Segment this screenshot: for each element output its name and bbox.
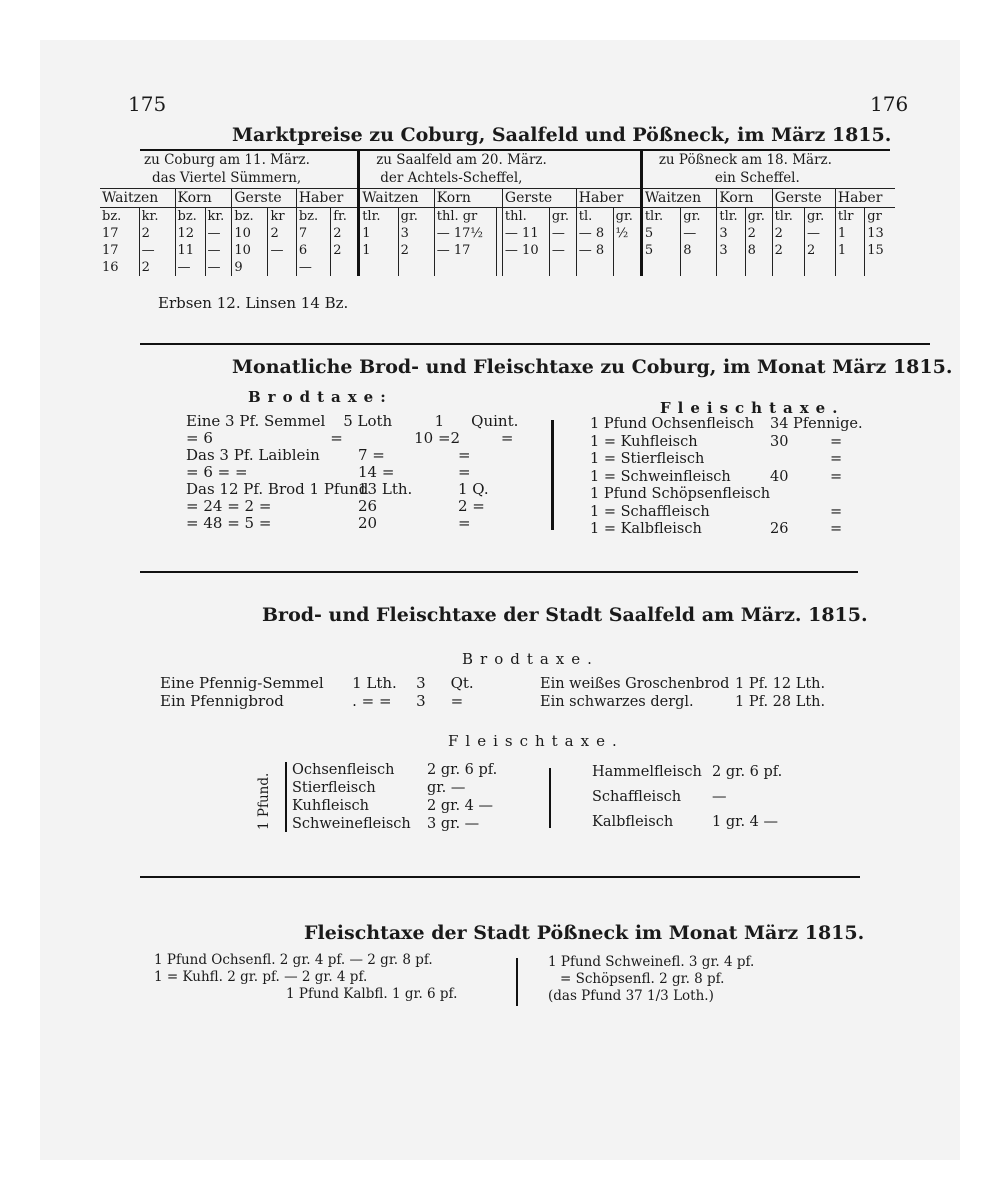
market-cell: 1 [359,242,398,259]
coburg-brod-row-cell: Quint. [471,412,519,430]
coburg-brod-row [186,429,526,446]
market-cell: 3 [717,225,745,242]
poessneck-right-line: (das Pfund 37 1/3 Loth.) [548,988,714,1004]
saalfeld-tax-title: Brod- und Fleischtaxe der Stadt Saalfeld am März. 1815. [262,604,868,626]
saalfeld-divider [549,768,551,828]
location-saalfeld: zu Saalfeld am 20. März. der Achtels-Scheffel, [359,150,642,189]
coburg-brod-row-cell: Das 12 Pf. Brod 1 Pfund [186,480,369,498]
market-cell: — [296,259,330,276]
market-cell [804,259,835,276]
market-cell: 2 [804,242,835,259]
saalfeld-fleisch-row-cell: 2 gr. 6 pf. [712,764,783,780]
coburg-brod-row-cell: Das 3 Pf. Laiblein [186,446,320,464]
saalfeld-brod-row-cell: 1 Pf. 28 Lth. [735,694,826,710]
coburg-brod-row-cell: = [500,429,514,447]
market-cell [745,259,772,276]
coburg-brod-row-cell: 26 [358,497,378,515]
saalfeld-fleisch-row [292,816,522,834]
saalfeld-fleisch-heading: Fleischtaxe. [448,732,624,750]
market-cell: 5 [641,242,680,259]
saalfeld-brod-row-cell: Ein weißes Groschenbrod [540,676,730,692]
coburg-fleisch-row [590,504,870,522]
market-cell: 2 [772,225,804,242]
coburg-fleisch-row-cell: 1 = Schaffleisch [590,503,710,520]
market-cell [398,259,434,276]
coburg-brod-row-cell: Eine 3 Pf. Semmel [186,412,326,430]
coburg-brod-row [186,480,526,497]
coburg-fleisch-row-cell [770,451,830,469]
rule-2 [140,571,858,573]
coburg-fleisch-row-cell: 30 [770,433,789,450]
market-cell: 2 [139,225,175,242]
market-cell: 13 [867,226,884,241]
market-cell: — 17½ [434,225,496,242]
market-cell: — [681,225,717,242]
market-cell: 17 [100,242,139,259]
coburg-fleisch-row-cell: 34 Pfennige. [770,416,863,432]
market-cell: 8 [745,242,772,259]
coburg-fleisch-row-cell: 1 Pfund Ochsenfleisch [590,416,755,432]
coburg-fleisch-row-cell: = [830,451,843,467]
coburg-brod-list [186,412,526,531]
poessneck-right-line: = Schöpsenfl. 2 gr. 8 pf. [560,971,725,987]
coburg-fleisch-row [590,486,870,504]
saalfeld-fleisch-row [592,814,822,839]
coburg-brod-row-cell: = 6 = = [186,463,248,481]
saalfeld-fleisch-row [292,762,522,780]
market-cell [268,259,296,276]
saalfeld-brod-heading: Brodtaxe. [462,650,599,668]
market-cell: 7 [296,225,330,242]
grain-header-row: Waitzen Korn Gerste Haber Waitzen Korn Gerste Haber Waitzen Korn Gerste Haber [100,189,895,208]
market-cell: — [549,242,576,259]
saalfeld-brod-right [540,676,860,712]
poessneck-left-line: 1 = Kuhfl. 2 gr. pf. — 2 gr. 4 pf. [154,969,368,985]
unit-header-row: bz. kr. bz. kr. bz. kr bz. fr. tlr. gr. thl. gr thl. gr. tl. gr. tlr. gr. tlr. gr. tlr. gr. tlr gr [102,209,882,224]
market-cell [835,259,864,276]
market-cell: 10 [232,225,268,242]
poessneck-right [548,954,848,1005]
market-cell: 2 [772,242,804,259]
coburg-divider [551,420,554,530]
coburg-fleisch-row-cell: 1 = Kuhfleisch [590,433,698,450]
saalfeld-brod-row-cell: Eine Pfennig-Semmel [160,674,324,692]
coburg-fleisch-row-cell [770,504,830,522]
market-title: Marktpreise zu Coburg, Saalfeld und Pößneck, im März 1815. [232,124,892,146]
market-cell: 15 [867,243,884,258]
coburg-brod-row [186,514,526,531]
poessneck-right-line: 1 Pfund Schweinefl. 3 gr. 4 pf. [548,954,755,970]
market-cell [613,259,641,276]
market-cell: 8 [681,242,717,259]
coburg-brod-row-cell: 13 Lth. [358,480,413,498]
market-cell [681,259,717,276]
market-cell: 3 [398,225,434,242]
market-cell: 6 [296,242,330,259]
market-cell: — 11 [502,225,549,242]
coburg-brod-row-cell: 20 [358,514,378,532]
coburg-fleisch-row [590,451,870,469]
coburg-brod-row-cell: 2 = [458,497,485,515]
page-number-right: 176 [870,92,909,116]
saalfeld-fleisch-row-cell: gr. — [427,780,466,796]
market-cell: 9 [232,259,268,276]
coburg-fleisch-row-cell: 1 = Schweinfleisch [590,468,731,485]
coburg-fleisch-heading: Fleischtaxe. [660,399,845,417]
coburg-fleisch-row [590,469,870,487]
coburg-brod-row-cell: = [330,429,343,447]
saalfeld-fleisch-row-cell: 2 gr. 4 — [427,798,494,814]
market-cell: 11 [175,242,205,259]
saalfeld-brod-row-cell: Ein schwarzes dergl. [540,694,694,710]
coburg-brod-row [186,446,526,463]
market-row [100,259,895,276]
market-cell: 1 [359,225,398,242]
saalfeld-brod-row [540,676,860,694]
market-cell: 17 [100,225,139,242]
saalfeld-fleisch-row-cell: 1 gr. 4 — [712,814,779,830]
coburg-brod-row-cell: 10 = [414,429,451,447]
location-coburg: zu Coburg am 11. März. das Viertel Sümmern, [100,150,359,189]
coburg-brod-row-cell: = 48 = 5 = [186,514,272,532]
coburg-brod-row [186,497,526,514]
market-cell: 3 [717,242,745,259]
coburg-fleisch-row-cell: = [830,521,843,537]
saalfeld-fleisch-row-cell: Ochsenfleisch [292,762,395,778]
market-cell [502,259,549,276]
market-cell: 2 [398,242,434,259]
coburg-fleisch-row-cell [830,486,870,504]
poessneck-tax-title: Fleischtaxe der Stadt Pößneck im Monat März 1815. [304,922,865,944]
coburg-brod-row-cell: = [458,446,471,464]
market-cell: 12 [175,225,205,242]
market-cell [331,259,359,276]
market-cell: 5 [641,225,680,242]
poessneck-left [154,952,504,1003]
saalfeld-fleisch-row-cell: Schaffleisch [592,789,682,805]
saalfeld-fleisch-row-cell: Stierfleisch [292,780,376,796]
market-cell: — [268,242,296,259]
coburg-brod-row [186,463,526,480]
market-cell: 2 [268,225,296,242]
saalfeld-fleisch-row-cell: Kalbfleisch [592,814,674,830]
coburg-brod-row-cell: = 24 = 2 = [186,497,272,515]
saalfeld-fleisch-row-cell: Schweinefleisch [292,816,411,832]
market-cell [359,259,398,276]
market-cell [717,259,745,276]
coburg-fleisch-row-cell: = [830,433,843,450]
poessneck-divider [516,958,518,1006]
saalfeld-brod-left [160,674,490,710]
market-cell [772,259,804,276]
saalfeld-fleisch-right [592,764,822,839]
market-cell: 2 [331,225,359,242]
poessneck-left-line: 1 Pfund Ochsenfl. 2 gr. 4 pf. — 2 gr. 8 pf. [154,952,433,968]
saalfeld-brod-row [160,692,490,710]
market-cell [576,259,613,276]
saalfeld-brod-row [160,674,490,692]
market-cell: 1 [835,225,864,242]
pfund-bracket [285,762,287,832]
saalfeld-brod-row-cell: 1 Pf. 12 Lth. [735,676,826,692]
coburg-fleisch-row-cell: = [830,468,843,485]
market-cell: 16 [100,259,139,276]
market-cell: 2 [745,225,772,242]
saalfeld-brod-row-cell: Ein Pfennigbrod [160,692,284,710]
market-row [100,225,895,242]
coburg-fleisch-row [590,521,870,539]
saalfeld-brod-row-cell: = [450,692,464,710]
saalfeld-brod-row [540,694,860,712]
market-cell: — [139,242,175,259]
market-cell: 1 [835,242,864,259]
market-cell: — [804,225,835,242]
coburg-fleisch-row-cell: 1 = Kalbfleisch [590,521,702,537]
saalfeld-fleisch-row [292,798,522,816]
rule-3 [140,876,860,878]
saalfeld-brod-row-cell: 3 [416,692,426,710]
saalfeld-brod-row-cell: 3 [416,674,426,692]
coburg-fleisch-row-cell [770,486,830,504]
coburg-fleisch-row-cell: 40 [770,468,789,485]
saalfeld-fleisch-row [292,780,522,798]
saalfeld-brod-row-cell: Qt. [450,674,474,692]
coburg-brod-row-cell: 7 = [358,446,385,464]
market-cell [613,242,641,259]
saalfeld-fleisch-row [592,764,822,789]
market-cell [641,259,680,276]
coburg-fleisch-row-cell: 26 [770,521,789,537]
saalfeld-fleisch-row-cell: 3 gr. — [427,816,480,832]
market-cell [549,259,576,276]
market-cell: — [205,225,232,242]
saalfeld-fleisch-row-cell: — [712,789,727,805]
coburg-brod-row [186,412,526,429]
location-poessneck: zu Pößneck am 18. März. ein Scheffel. [641,150,895,189]
coburg-tax-title: Monatliche Brod- und Fleischtaxe zu Coburg, im Monat März 1815. [232,356,953,378]
coburg-brod-row-cell: = [458,514,471,532]
coburg-brod-row-cell: 2 [450,429,461,447]
market-cell: ½ [613,225,641,242]
poessneck-left-line: 1 Pfund Kalbfl. 1 gr. 6 pf. [286,986,458,1002]
saalfeld-brod-row-cell: 1 Lth. [352,674,397,692]
coburg-brod-row-cell: 5 Loth [343,412,393,430]
market-price-table [100,150,895,276]
saalfeld-fleisch-left [292,762,522,834]
saalfeld-fleisch-row-cell: Kuhfleisch [292,798,369,814]
market-cell: 2 [139,259,175,276]
pfund-label: 1 Pfund. [256,772,272,830]
market-cell: 2 [331,242,359,259]
market-cell: — [175,259,205,276]
market-cell: — [549,225,576,242]
market-cell [865,259,895,276]
market-row [100,242,895,259]
page-number-left: 175 [128,92,167,116]
market-cell: — 17 [434,242,496,259]
market-cell [434,259,496,276]
coburg-fleisch-list [590,416,870,539]
market-cell: — [205,259,232,276]
saalfeld-fleisch-row-cell: Hammelfleisch [592,764,702,780]
market-cell: 10 [232,242,268,259]
coburg-fleisch-row-cell: = [830,503,843,520]
coburg-fleisch-row [590,434,870,452]
coburg-fleisch-row-cell: 1 Pfund Schöpsenfleisch [590,486,771,502]
saalfeld-brod-row-cell: . = = [352,692,392,710]
coburg-brod-row-cell: = 6 [186,429,213,447]
market-cell: — 8 [576,225,613,242]
coburg-brod-row-cell: 14 = [358,463,395,481]
market-note: Erbsen 12. Linsen 14 Bz. [158,294,349,312]
coburg-brod-row-cell: 1 [434,412,445,430]
coburg-brod-row-cell: = [458,463,471,481]
coburg-fleisch-row [590,416,870,434]
market-cell: — [205,242,232,259]
saalfeld-fleisch-row-cell: 2 gr. 6 pf. [427,762,498,778]
market-cell: — 8 [576,242,613,259]
coburg-brod-row-cell: 1 Q. [458,480,489,498]
rule-1 [140,343,930,345]
coburg-fleisch-row-cell: 1 = Stierfleisch [590,451,705,467]
saalfeld-fleisch-row [592,789,822,814]
market-cell: — 10 [502,242,549,259]
coburg-brod-heading: Brodtaxe: [248,388,393,406]
